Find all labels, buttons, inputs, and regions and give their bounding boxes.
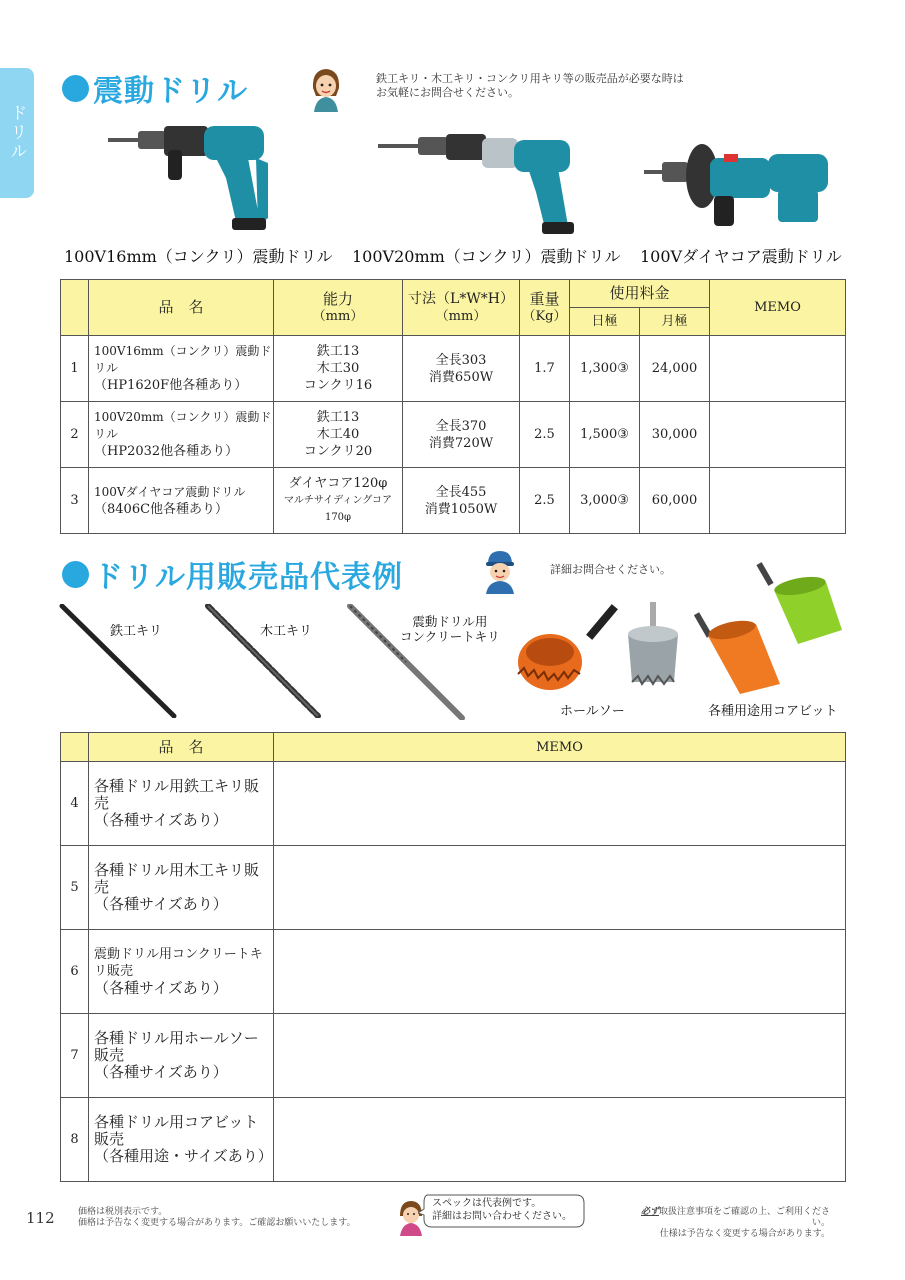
- vibration-drill-table: [60, 279, 846, 534]
- row-memo: [274, 846, 846, 930]
- row-memo: [274, 1014, 846, 1098]
- row-number: 4: [61, 762, 89, 846]
- table-row: [61, 1014, 846, 1098]
- row-memo: [274, 762, 846, 846]
- header-memo: MEMO: [274, 733, 846, 762]
- row-name: 各種ドリル用ホールソー販売 （各種サイズあり）: [89, 1014, 274, 1098]
- footer-left-note: 価格は税別表示です。 価格は予告なく変更する場合があります。ご確認お願いいたします。: [78, 1207, 356, 1228]
- header-month: 月極: [640, 308, 710, 336]
- section2-note: 詳細お問合せください。: [550, 563, 671, 576]
- row-name: 各種ドリル用鉄工キリ販売 （各種サイズあり）: [89, 762, 274, 846]
- caption-drill-diamond: 100Vダイヤコア震動ドリル: [640, 247, 842, 266]
- row-memo: [274, 1098, 846, 1182]
- row-weight: 2.5: [520, 468, 570, 534]
- table-row: [61, 402, 846, 468]
- row-dimension: 全長370 消費720W: [403, 402, 520, 468]
- footer-right-note: 必ず取扱注意事項をご確認の上、ご利用ください。 仕様は予告なく変更する場合があります。: [640, 1207, 830, 1239]
- row-dimension: 全長455 消費1050W: [403, 468, 520, 534]
- caption-iron-bit: 鉄工キリ: [110, 624, 163, 639]
- caption-drill-16mm: 100V16mm（コンクリ）震動ドリル: [64, 247, 333, 266]
- caption-core-bit: 各種用途用コアビット: [708, 704, 838, 719]
- row-name: 各種ドリル用コアビット販売 （各種用途・サイズあり）: [89, 1098, 274, 1182]
- header-cell-blank: [61, 280, 89, 336]
- row-number: 3: [61, 468, 89, 534]
- header-name: 品 名: [89, 280, 274, 336]
- sales-items-table: [60, 732, 846, 1182]
- row-month-fee: 30,000: [640, 402, 710, 468]
- row-day-fee: 3,000③: [570, 468, 640, 534]
- row-dimension: 全長303 消費650W: [403, 336, 520, 402]
- mascot-woman-icon: [308, 66, 344, 112]
- table-row: [61, 1098, 846, 1182]
- header-memo: MEMO: [710, 280, 846, 336]
- row-weight: 1.7: [520, 336, 570, 402]
- row-name: 震動ドリル用コンクリートキリ販売 （各種サイズあり）: [89, 930, 274, 1014]
- mascot-worker-icon: [480, 548, 520, 594]
- row-memo: [710, 468, 846, 534]
- row-name: 100Vダイヤコア震動ドリル （8406C他各種あり）: [89, 468, 274, 534]
- drill-20mm-image: [378, 132, 578, 236]
- header-cell-blank: [61, 733, 89, 762]
- row-number: 7: [61, 1014, 89, 1098]
- row-day-fee: 1,500③: [570, 402, 640, 468]
- bullet-icon: [62, 561, 89, 588]
- hole-saw-image: [510, 598, 680, 698]
- row-month-fee: 60,000: [640, 468, 710, 534]
- bullet-icon: [62, 75, 89, 102]
- drill-16mm-image: [108, 118, 278, 236]
- row-capacity: 鉄工13 木工40 コンクリ20: [274, 402, 403, 468]
- row-name: 100V20mm（コンクリ）震動ドリル （HP2032他各種あり）: [89, 402, 274, 468]
- side-tab: [0, 68, 34, 198]
- caption-hole-saw: ホールソー: [560, 704, 625, 719]
- row-day-fee: 1,300③: [570, 336, 640, 402]
- caption-wood-bit: 木工キリ: [260, 624, 313, 639]
- row-month-fee: 24,000: [640, 336, 710, 402]
- header-dimension: 寸法（L*W*H） （mm）: [403, 280, 520, 336]
- row-name: 各種ドリル用木工キリ販売 （各種サイズあり）: [89, 846, 274, 930]
- drill-diamond-core-image: [644, 140, 834, 236]
- iron-bit-image: [58, 604, 178, 718]
- table-row: [61, 762, 846, 846]
- header-name: 品 名: [89, 733, 274, 762]
- row-number: 6: [61, 930, 89, 1014]
- row-number: 5: [61, 846, 89, 930]
- caption-drill-20mm: 100V20mm（コンクリ）震動ドリル: [352, 247, 621, 266]
- row-number: 1: [61, 336, 89, 402]
- section1-note: 鉄工キリ・木工キリ・コンクリ用キリ等の販売品が必要な時は お気軽にお問合せください。: [376, 72, 684, 99]
- row-name: 100V16mm（コンクリ）震動ドリル （HP1620F他各種あり）: [89, 336, 274, 402]
- page-number: 112: [26, 1209, 55, 1227]
- side-tab-label: ドリル: [6, 104, 27, 161]
- header-day: 日極: [570, 308, 640, 336]
- row-capacity: ダイヤコア120φ マルチサイディングコア170φ: [274, 468, 403, 534]
- wood-bit-image: [204, 604, 322, 718]
- table-row: [61, 468, 846, 534]
- table-row: [61, 846, 846, 930]
- table-row: [61, 930, 846, 1014]
- row-memo: [710, 336, 846, 402]
- row-number: 2: [61, 402, 89, 468]
- header-fee: 使用料金: [570, 280, 710, 308]
- row-number: 8: [61, 1098, 89, 1182]
- section-title-sales-items: ドリル用販売品代表例: [62, 552, 403, 596]
- row-memo: [274, 930, 846, 1014]
- header-capacity: 能力 （mm）: [274, 280, 403, 336]
- section-title-vibration-drill: 震動ドリル: [62, 66, 248, 110]
- row-weight: 2.5: [520, 402, 570, 468]
- header-weight: 重量 （Kg）: [520, 280, 570, 336]
- table-row: [61, 336, 846, 402]
- row-capacity: 鉄工13 木工30 コンクリ16: [274, 336, 403, 402]
- row-memo: [710, 402, 846, 468]
- caption-concrete-bit: 震動ドリル用 コンクリートキリ: [400, 614, 500, 644]
- speech-bubble-text: スペックは代表例です。 詳細はお問い合わせください。: [432, 1198, 572, 1222]
- core-bit-image: [694, 560, 846, 700]
